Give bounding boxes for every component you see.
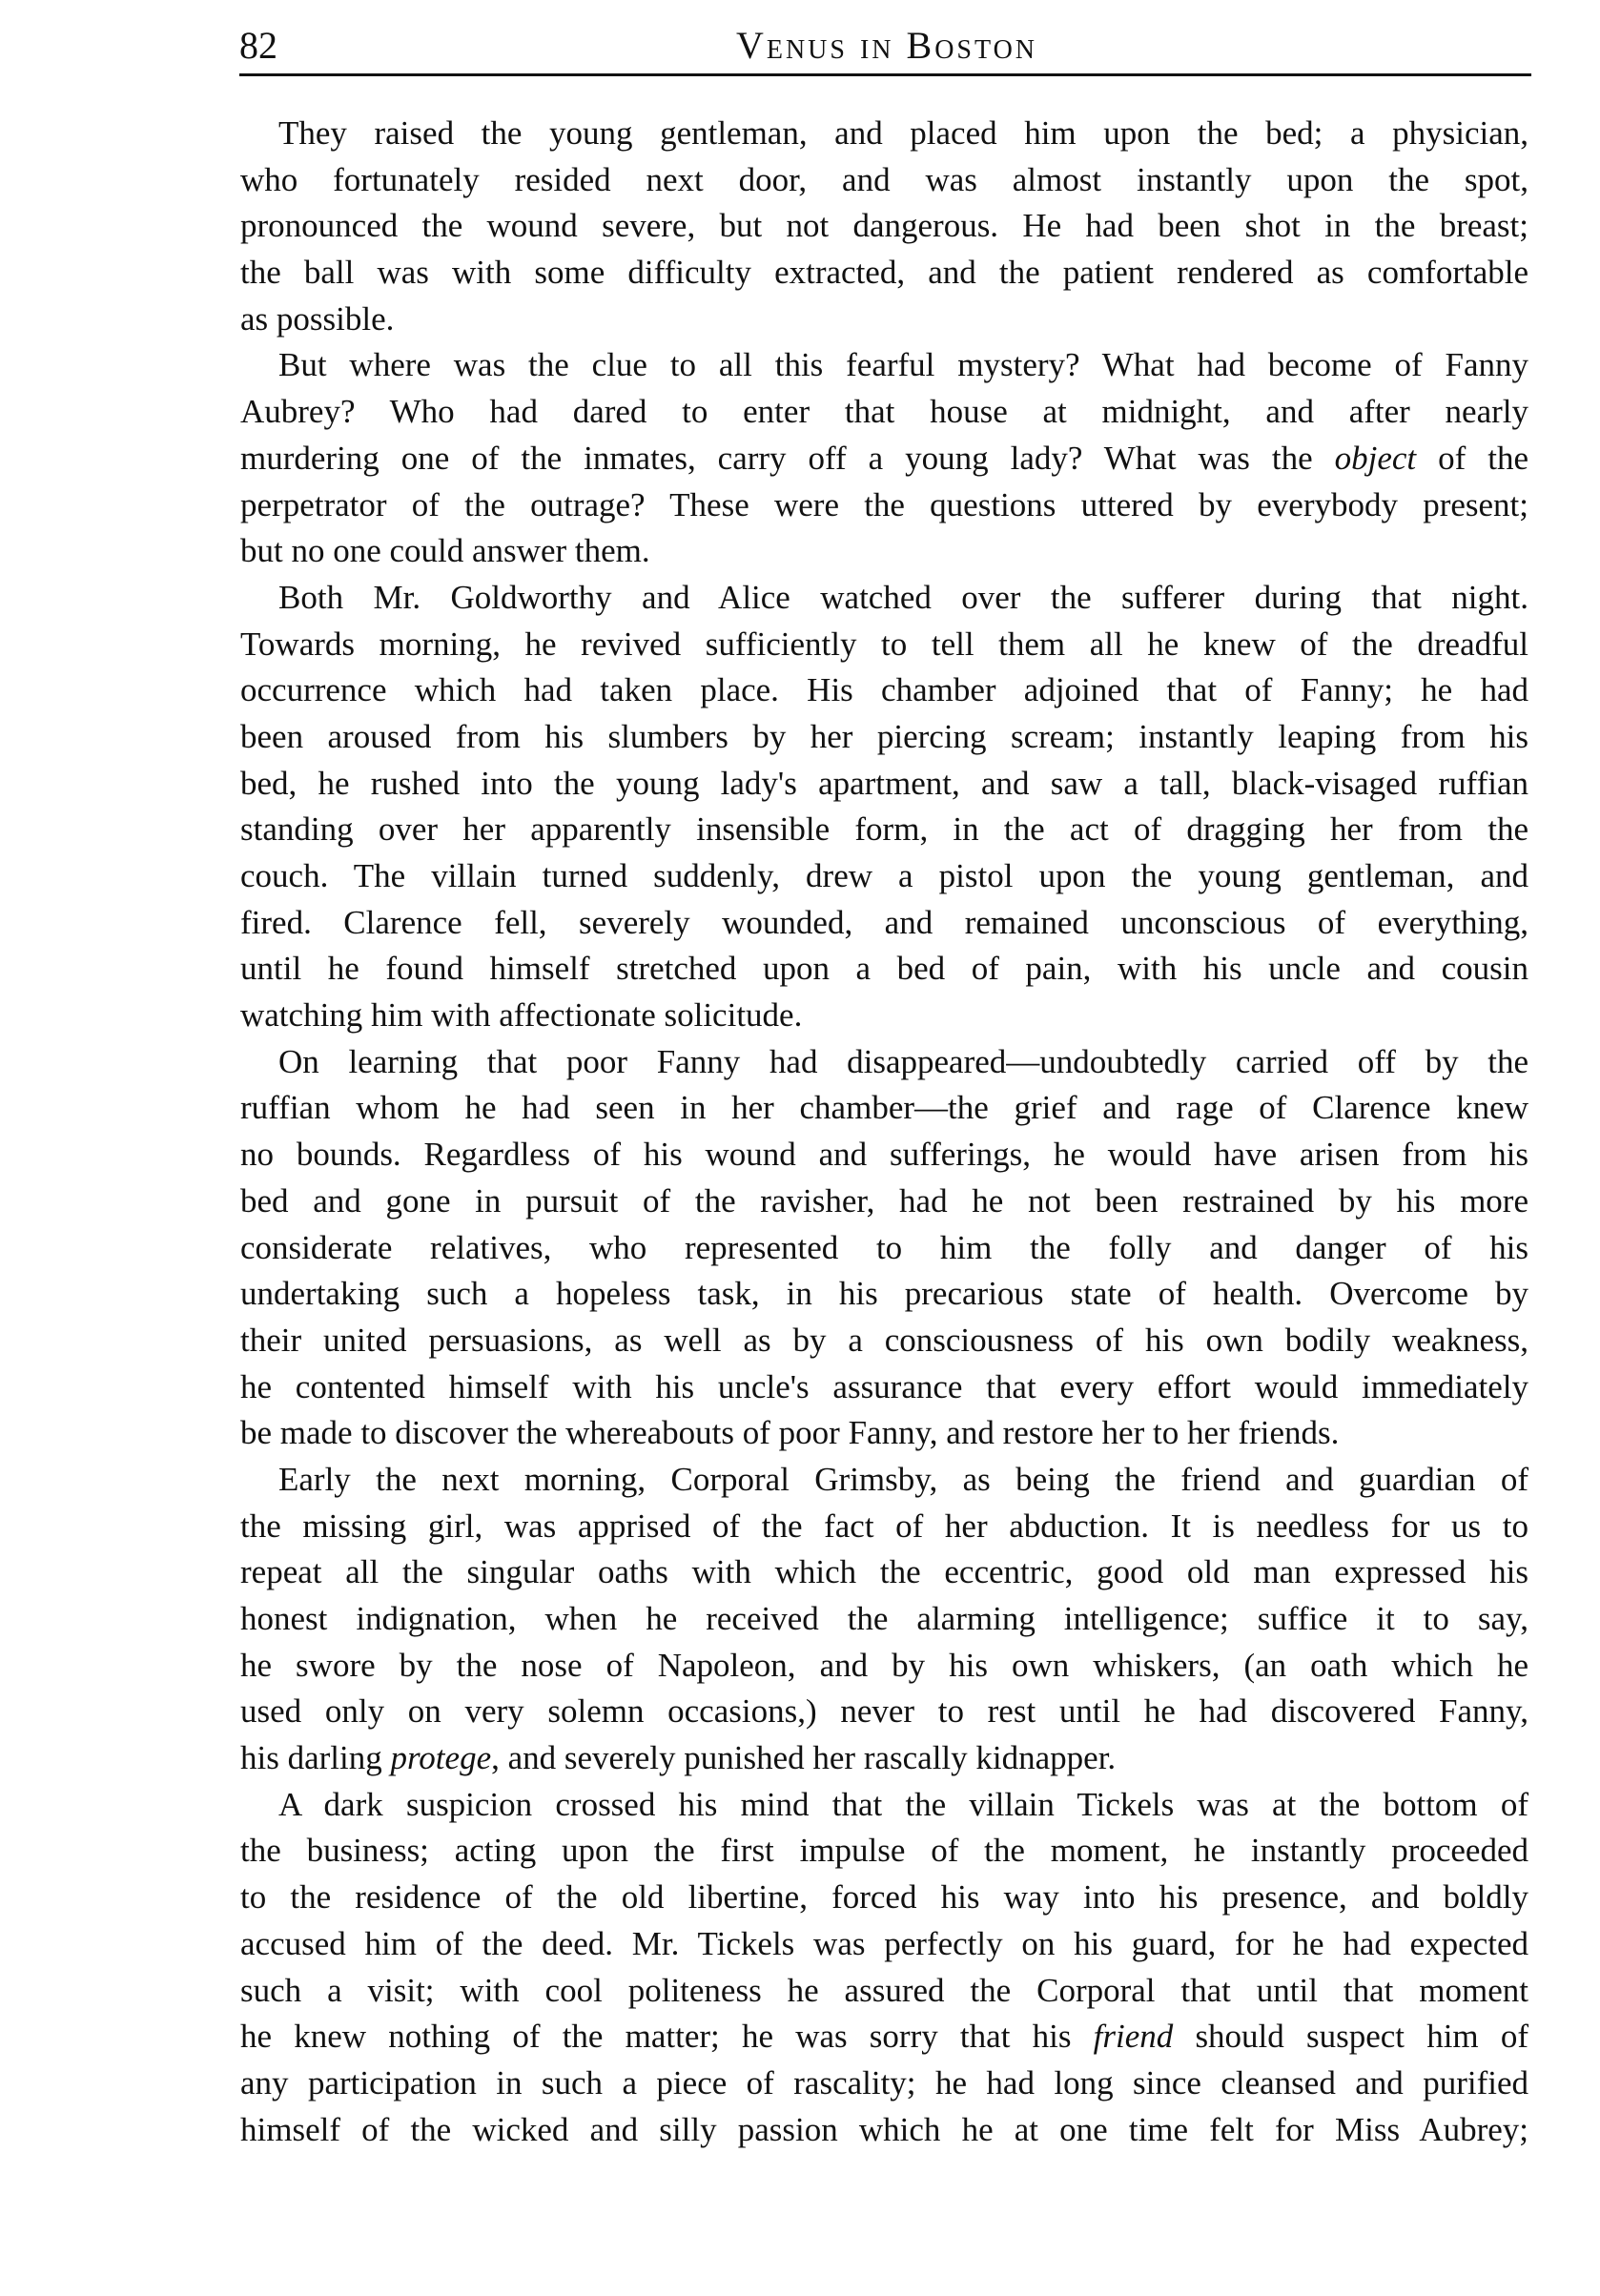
text-line [240, 993, 1528, 1039]
line-content [240, 1132, 1528, 1179]
line-content [240, 667, 1528, 714]
line-content [240, 2014, 1528, 2060]
line-content [240, 993, 802, 1039]
text-line [240, 1921, 1528, 1968]
italic-word: object [1334, 439, 1417, 477]
text-run: But where was the clue to all this fearful mystery? What had become of Fanny [278, 346, 1528, 384]
text-line [240, 1828, 1528, 1875]
line-content [240, 1875, 1528, 1921]
line-content [240, 1828, 1528, 1875]
text-run: no bounds. Regardless of his wound and sufferings, he would have arisen from his [240, 1136, 1528, 1174]
text-run: to the residence of the old libertine, forced his way into his presence, and boldly [240, 1878, 1528, 1917]
line-content [278, 1039, 1528, 1086]
line-content [240, 1921, 1528, 1968]
italic-word: friend [1093, 2018, 1174, 2056]
text-line [240, 667, 1528, 714]
text-line [240, 436, 1528, 482]
text-line [240, 714, 1528, 761]
text-line [240, 807, 1528, 853]
line-content [240, 389, 1528, 436]
text-run: undertaking such a hopeless task, in his precarious state of health. Overcome by [240, 1275, 1528, 1313]
text-line [240, 2014, 1528, 2060]
line-content [240, 1410, 1339, 1457]
line-content [240, 946, 1528, 993]
line-content [278, 1457, 1528, 1504]
text-line [240, 389, 1528, 436]
text-line [240, 946, 1528, 993]
text-run: watching him with affectionate solicitude. [240, 996, 803, 1035]
line-content [240, 1596, 1528, 1643]
line-content [240, 203, 1528, 250]
line-content [240, 1179, 1528, 1225]
text-run: They raised the young gentleman, and placed him upon the bed; a physician, [278, 114, 1528, 152]
text-line [240, 1643, 1528, 1690]
text-run: Aubrey? Who had dared to enter that house at midnight, and after nearly [240, 393, 1528, 431]
text-line [240, 1225, 1528, 1272]
page-number: 82 [239, 24, 277, 67]
text-run: bed, he rushed into the young lady's apartment, and saw a tall, black-visaged ruffian [240, 764, 1528, 802]
running-head-title: Venus in Boston [735, 24, 1038, 67]
line-content [278, 1782, 1528, 1829]
text-run: bed and gone in pursuit of the ravisher, had he not been restrained by his more [240, 1181, 1528, 1220]
text-run: should suspect him of [1173, 2018, 1528, 2056]
paragraph-first-line [240, 575, 1528, 622]
italic-word: protege [390, 1739, 492, 1777]
line-content [240, 436, 1528, 482]
text-run: their united persuasions, as well as by a consciousness of his own bodily weakness, [240, 1321, 1528, 1359]
text-line [240, 2107, 1528, 2154]
text-line [240, 622, 1528, 668]
line-content [240, 157, 1528, 204]
text-line [240, 203, 1528, 250]
line-content [240, 1549, 1528, 1596]
text-run: A dark suspicion crossed his mind that the villain Tickels was at the bottom of [278, 1785, 1528, 1823]
text-run: as possible. [240, 299, 395, 338]
text-line [240, 1596, 1528, 1643]
text-run: occurrence which had taken place. His chamber adjoined that of Fanny; he had [240, 671, 1528, 709]
text-run: ruffian whom he had seen in her chamber—the grief and rage of Clarence knew [240, 1089, 1528, 1127]
line-content [278, 575, 1528, 622]
text-line [240, 1364, 1528, 1411]
text-run: considerate relatives, who represented to him the folly and danger of his [240, 1228, 1528, 1266]
text-run: himself of the wicked and silly passion which he at one time felt for Miss Aubrey; [240, 2110, 1528, 2148]
text-run: , and severely punished her rascally kidnapper. [491, 1739, 1117, 1777]
line-content [240, 761, 1528, 808]
paragraph-first-line [240, 342, 1528, 389]
line-content [240, 1689, 1528, 1735]
line-content [278, 111, 1528, 157]
text-line [240, 1085, 1528, 1132]
paragraph-first-line [240, 111, 1528, 157]
line-content [240, 1085, 1528, 1132]
text-line [240, 853, 1528, 900]
text-run: repeat all the singular oaths with which the eccentric, good old man expressed his [240, 1553, 1528, 1591]
line-content [240, 622, 1528, 668]
text-run: used only on very solemn occasions,) never to rest until he had discovered Fanny, [240, 1692, 1528, 1731]
text-line [240, 1318, 1528, 1364]
text-line [240, 157, 1528, 204]
text-run: he contented himself with his uncle's assurance that every effort would immediately [240, 1367, 1528, 1405]
text-line [240, 1875, 1528, 1921]
paragraph-first-line [240, 1039, 1528, 1086]
line-content [240, 1364, 1528, 1411]
text-line [240, 1410, 1528, 1457]
text-line [240, 1179, 1528, 1225]
text-line [240, 1549, 1528, 1596]
text-run: Both Mr. Goldworthy and Alice watched over the sufferer during that night. [278, 578, 1528, 616]
line-content [240, 2107, 1528, 2154]
text-line [240, 1504, 1528, 1550]
line-content [240, 528, 650, 575]
text-run: pronounced the wound severe, but not dangerous. He had been shot in the breast; [240, 207, 1528, 245]
text-run: of the [1416, 439, 1528, 477]
text-line [240, 1132, 1528, 1179]
text-run: until he found himself stretched upon a bed of pain, with his uncle and cousin [240, 950, 1528, 988]
text-line [240, 1968, 1528, 2015]
text-line [240, 1735, 1528, 1782]
text-run: the missing girl, was apprised of the fact of her abduction. It is needless for us to [240, 1507, 1528, 1545]
text-run: On learning that poor Fanny had disappeared—undoubtedly carried off by the [278, 1042, 1528, 1080]
text-run: murdering one of the inmates, carry off a young lady? What was the [240, 439, 1335, 477]
line-content [240, 1735, 1116, 1782]
text-run: any participation in such a piece of rascality; he had long since cleansed and purified [240, 2063, 1528, 2101]
text-line [240, 297, 1528, 343]
text-run: the ball was with some difficulty extracted, and the patient rendered as comfortable [240, 254, 1528, 292]
text-line [240, 2060, 1528, 2107]
text-run: fired. Clarence fell, severely wounded, and remained unconscious of everything, [240, 903, 1528, 941]
text-run: but no one could answer them. [240, 532, 650, 570]
line-content [240, 482, 1528, 529]
line-content [240, 1318, 1528, 1364]
text-run: honest indignation, when he received the alarming intelligence; suffice it to say, [240, 1600, 1528, 1637]
line-content [240, 1504, 1528, 1550]
line-content [240, 807, 1528, 853]
text-run: accused him of the deed. Mr. Tickels was perfectly on his guard, for he had expected [240, 1924, 1528, 1962]
text-line [240, 1689, 1528, 1735]
text-run: the business; acting upon the first impulse of the moment, he instantly proceeded [240, 1832, 1528, 1870]
text-line [240, 528, 1528, 575]
text-run: his darling [240, 1739, 391, 1777]
text-run: Early the next morning, Corporal Grimsby, as being the friend and guardian of [278, 1460, 1528, 1498]
text-run: standing over her apparently insensible form, in the act of dragging her from the [240, 810, 1528, 849]
line-content [240, 1225, 1528, 1272]
text-line [240, 482, 1528, 529]
line-content [240, 297, 394, 343]
text-line [240, 1271, 1528, 1318]
text-run: been aroused from his slumbers by her piercing scream; instantly leaping from his [240, 717, 1528, 755]
line-content [240, 1271, 1528, 1318]
text-line [240, 900, 1528, 947]
line-content [240, 853, 1528, 900]
header-rule [239, 73, 1531, 76]
text-run: perpetrator of the outrage? These were the questions uttered by everybody present; [240, 485, 1528, 523]
line-content [240, 250, 1528, 297]
text-run: he swore by the nose of Napoleon, and by his own whiskers, (an oath which he [240, 1646, 1528, 1684]
line-content [240, 1968, 1528, 2015]
line-content [240, 2060, 1528, 2107]
body-text [240, 111, 1528, 2153]
line-content [240, 714, 1528, 761]
text-run: who fortunately resided next door, and was almost instantly upon the spot, [240, 160, 1528, 198]
line-content [240, 1643, 1528, 1690]
text-run: he knew nothing of the matter; he was sorry that his [240, 2018, 1094, 2056]
text-line [240, 761, 1528, 808]
text-run: be made to discover the whereabouts of poor Fanny, and restore her to her friends. [240, 1414, 1340, 1452]
paragraph-first-line [240, 1782, 1528, 1829]
text-run: such a visit; with cool politeness he assured the Corporal that until that moment [240, 1971, 1528, 2009]
line-content [240, 900, 1528, 947]
line-content [278, 342, 1528, 389]
text-run: Towards morning, he revived sufficiently to tell them all he knew of the dreadful [240, 625, 1528, 663]
text-line [240, 250, 1528, 297]
paragraph-first-line [240, 1457, 1528, 1504]
text-run: couch. The villain turned suddenly, drew a pistol upon the young gentleman, and [240, 857, 1528, 894]
